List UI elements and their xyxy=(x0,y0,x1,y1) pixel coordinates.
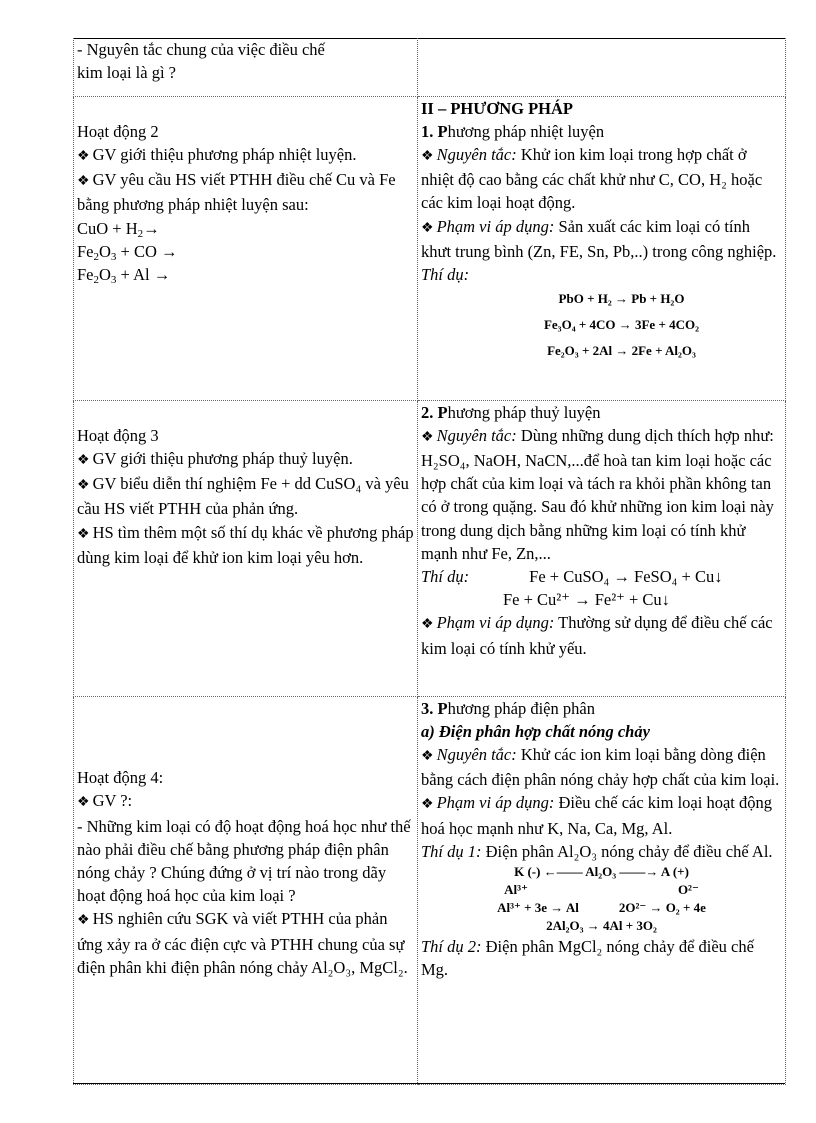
table-row xyxy=(74,96,786,400)
cathode-reaction: Al³⁺ + 3e → Al xyxy=(497,899,579,915)
subsection-thermal: 1. Phương pháp nhiệt luyện xyxy=(421,121,605,141)
rule-label: Nguyên tắc: xyxy=(436,144,517,164)
activity-4-bullet-1: GV ?: xyxy=(92,791,133,811)
rule-text: Dùng những dung dịch thích hợp như: H₂SO₄, NaOH, NaCN,...để hoà tan kim loại hoặc các hợp chất của kim loại và tách ra khỏi phần không tan có ở trong quặng. Sau đó khử những ion kim loại này trong dung dịch bằng những kim loại có tính khử mạnh như Fe, Zn,... xyxy=(421,425,774,563)
diamond-bullet-icon: ❖ xyxy=(421,148,434,164)
subsection-molten: a) Điện phân hợp chất nóng chảy xyxy=(421,721,650,741)
activity-4-question: - Những kim loại có độ hoạt động hoá học như thế nào phải điều chế bằng phương pháp điện phân nóng chảy ? Chúng đứng ở vị trí nào trong dãy hoạt động hoá học của kim loại ? xyxy=(77,816,411,906)
diamond-bullet-icon: ❖ xyxy=(77,478,90,494)
equation-cuo: CuO + $H_2\to$ xyxy=(77,218,160,240)
row2-left-cell xyxy=(74,96,418,400)
activity-2-bullet-1: GV giới thiệu phương pháp nhiệt luyện. xyxy=(92,144,357,164)
electrolysis-scheme xyxy=(421,863,782,935)
row4-left-cell xyxy=(74,696,418,1084)
scope-label: Phạm vi áp dụng: xyxy=(436,793,555,813)
anode-reaction: 2O²⁻ → O₂ + 4e xyxy=(618,899,706,915)
row2-right-cell xyxy=(418,96,786,400)
cation: Al³⁺ xyxy=(504,881,528,897)
hydro-example-2: Fe + Cu²⁺ → Fe²⁺ + Cu↓ xyxy=(503,590,670,610)
equation-fe2o3-co: $Fe_2O_3$ + CO → xyxy=(77,241,178,263)
electrode-line: K (-) ←—— Al₂O₃ ——→ A (+) xyxy=(514,863,689,879)
question-line-1: - Nguyên tắc chung của việc điều chế xyxy=(77,40,325,59)
table-row xyxy=(74,400,786,696)
diamond-bullet-icon: ❖ xyxy=(77,795,90,811)
rule-label: Nguyên tắc: xyxy=(436,744,517,764)
scope-text: Thường sử dụng để điều chế các kim loại có tính khử yếu. xyxy=(421,613,773,658)
subsection-hydro: 2. Phương pháp thuỷ luyện xyxy=(421,402,601,422)
diamond-bullet-icon: ❖ xyxy=(77,913,90,929)
scope-label: Phạm vi áp dụng: xyxy=(436,613,555,633)
section-heading-methods: II – PHƯƠNG PHÁP xyxy=(421,98,574,118)
example-1-label: Thí dụ 1: xyxy=(421,841,482,861)
rule-text: Khử các ion kim loại bằng dòng điện bằng cách điện phân nóng chảy hợp chất của kim loại. xyxy=(421,744,780,790)
activity-3-bullet-3: HS tìm thêm một số thí dụ khác về phương pháp dùng kim loại để khử ion kim loại yêu hơn. xyxy=(77,522,414,567)
equation-pbo: PbO + H₂ → Pb + H₂O xyxy=(558,291,685,307)
document-page xyxy=(73,38,785,1085)
activity-4-bullet-2: HS nghiên cứu SGK và viết PTHH của phản ứng xảy ra ở các điện cực và PTHH chung của sự điện phân khi điện phân nóng chảy Al₂O₃, MgCl₂. xyxy=(77,909,408,977)
activity-4-heading: Hoạt động 4: xyxy=(77,768,164,788)
anion: O²⁻ xyxy=(677,881,699,897)
subsection-electrolysis: 3. Phương pháp điện phân xyxy=(421,698,595,718)
diamond-bullet-icon: ❖ xyxy=(421,617,434,633)
table-row xyxy=(74,696,786,1084)
row1-left-cell xyxy=(74,38,418,96)
equation-fe3o4: Fe₃O₄ + 4CO → 3Fe + 4CO₂ xyxy=(543,317,700,333)
diamond-bullet-icon: ❖ xyxy=(77,526,90,542)
diamond-bullet-icon: ❖ xyxy=(421,220,434,236)
diamond-bullet-icon: ❖ xyxy=(77,148,90,164)
activity-3-heading: Hoạt động 3 xyxy=(77,425,159,445)
rule-label: Nguyên tắc: xyxy=(436,425,517,445)
equation-fe2o3: Fe₂O₃ + 2Al → 2Fe + Al₂O₃ xyxy=(547,343,696,359)
example-1-text: Điện phân Al₂O₃ nóng chảy để điều chế Al. xyxy=(485,841,773,861)
activity-2-bullet-2: GV yêu cầu HS viết PTHH điều chế Cu và Fe bằng phương pháp nhiệt luyện sau: xyxy=(77,170,396,215)
scope-text: Sản xuất các kim loại có tính khưt trung bình (Zn, FE, Sn, Pb,..) trong công nghiệp. xyxy=(421,216,777,261)
activity-3-bullet-2: GV biểu diễn thí nghiệm Fe + dd CuSO₄ và yêu cầu HS viết PTHH của phản ứng. xyxy=(77,474,409,519)
diamond-bullet-icon: ❖ xyxy=(77,174,90,190)
diamond-bullet-icon: ❖ xyxy=(421,429,434,445)
row3-left-cell xyxy=(74,400,418,696)
diamond-bullet-icon: ❖ xyxy=(77,452,90,468)
activity-2-heading: Hoạt động 2 xyxy=(77,121,159,141)
question-line-2: kim loại là gì ? xyxy=(77,63,176,83)
overall-reaction: 2Al₂O₃ → 4Al + 3O₂ xyxy=(546,917,657,933)
row3-right-cell xyxy=(418,400,786,696)
diamond-bullet-icon: ❖ xyxy=(421,797,434,813)
equation-fe2o3-al: $Fe_2O_3 + Al$ → xyxy=(77,264,171,286)
row1-right-cell xyxy=(418,38,786,96)
example-label: Thí dụ: xyxy=(421,264,470,284)
example-2-text: Điện phân MgCl₂ nóng chảy để điều chế Mg. xyxy=(421,936,754,980)
lesson-table xyxy=(73,38,786,1085)
diamond-bullet-icon: ❖ xyxy=(421,748,434,764)
rule-text: Khử ion kim loại trong hợp chất ở nhiệt độ cao bằng các chất khử như C, CO, H₂ hoặc các kim loại hoạt động. xyxy=(421,144,763,213)
scope-label: Phạm vi áp dụng: xyxy=(436,216,555,236)
activity-3-bullet-1: GV giới thiệu phương pháp thuỷ luyện. xyxy=(92,448,353,468)
hydro-example-1: Thí dụ: Fe + CuSO₄ → FeSO₄ + Cu↓ xyxy=(421,566,723,586)
scope-text: Điều chế các kim loại hoạt động hoá học mạnh như K, Na, Ca, Mg, Al. xyxy=(421,793,772,838)
example-2-label: Thí dụ 2: xyxy=(421,936,482,956)
bottom-rule xyxy=(73,1083,785,1084)
row4-right-cell xyxy=(418,696,786,1084)
table-row xyxy=(74,38,786,96)
thermal-equations xyxy=(421,286,782,364)
